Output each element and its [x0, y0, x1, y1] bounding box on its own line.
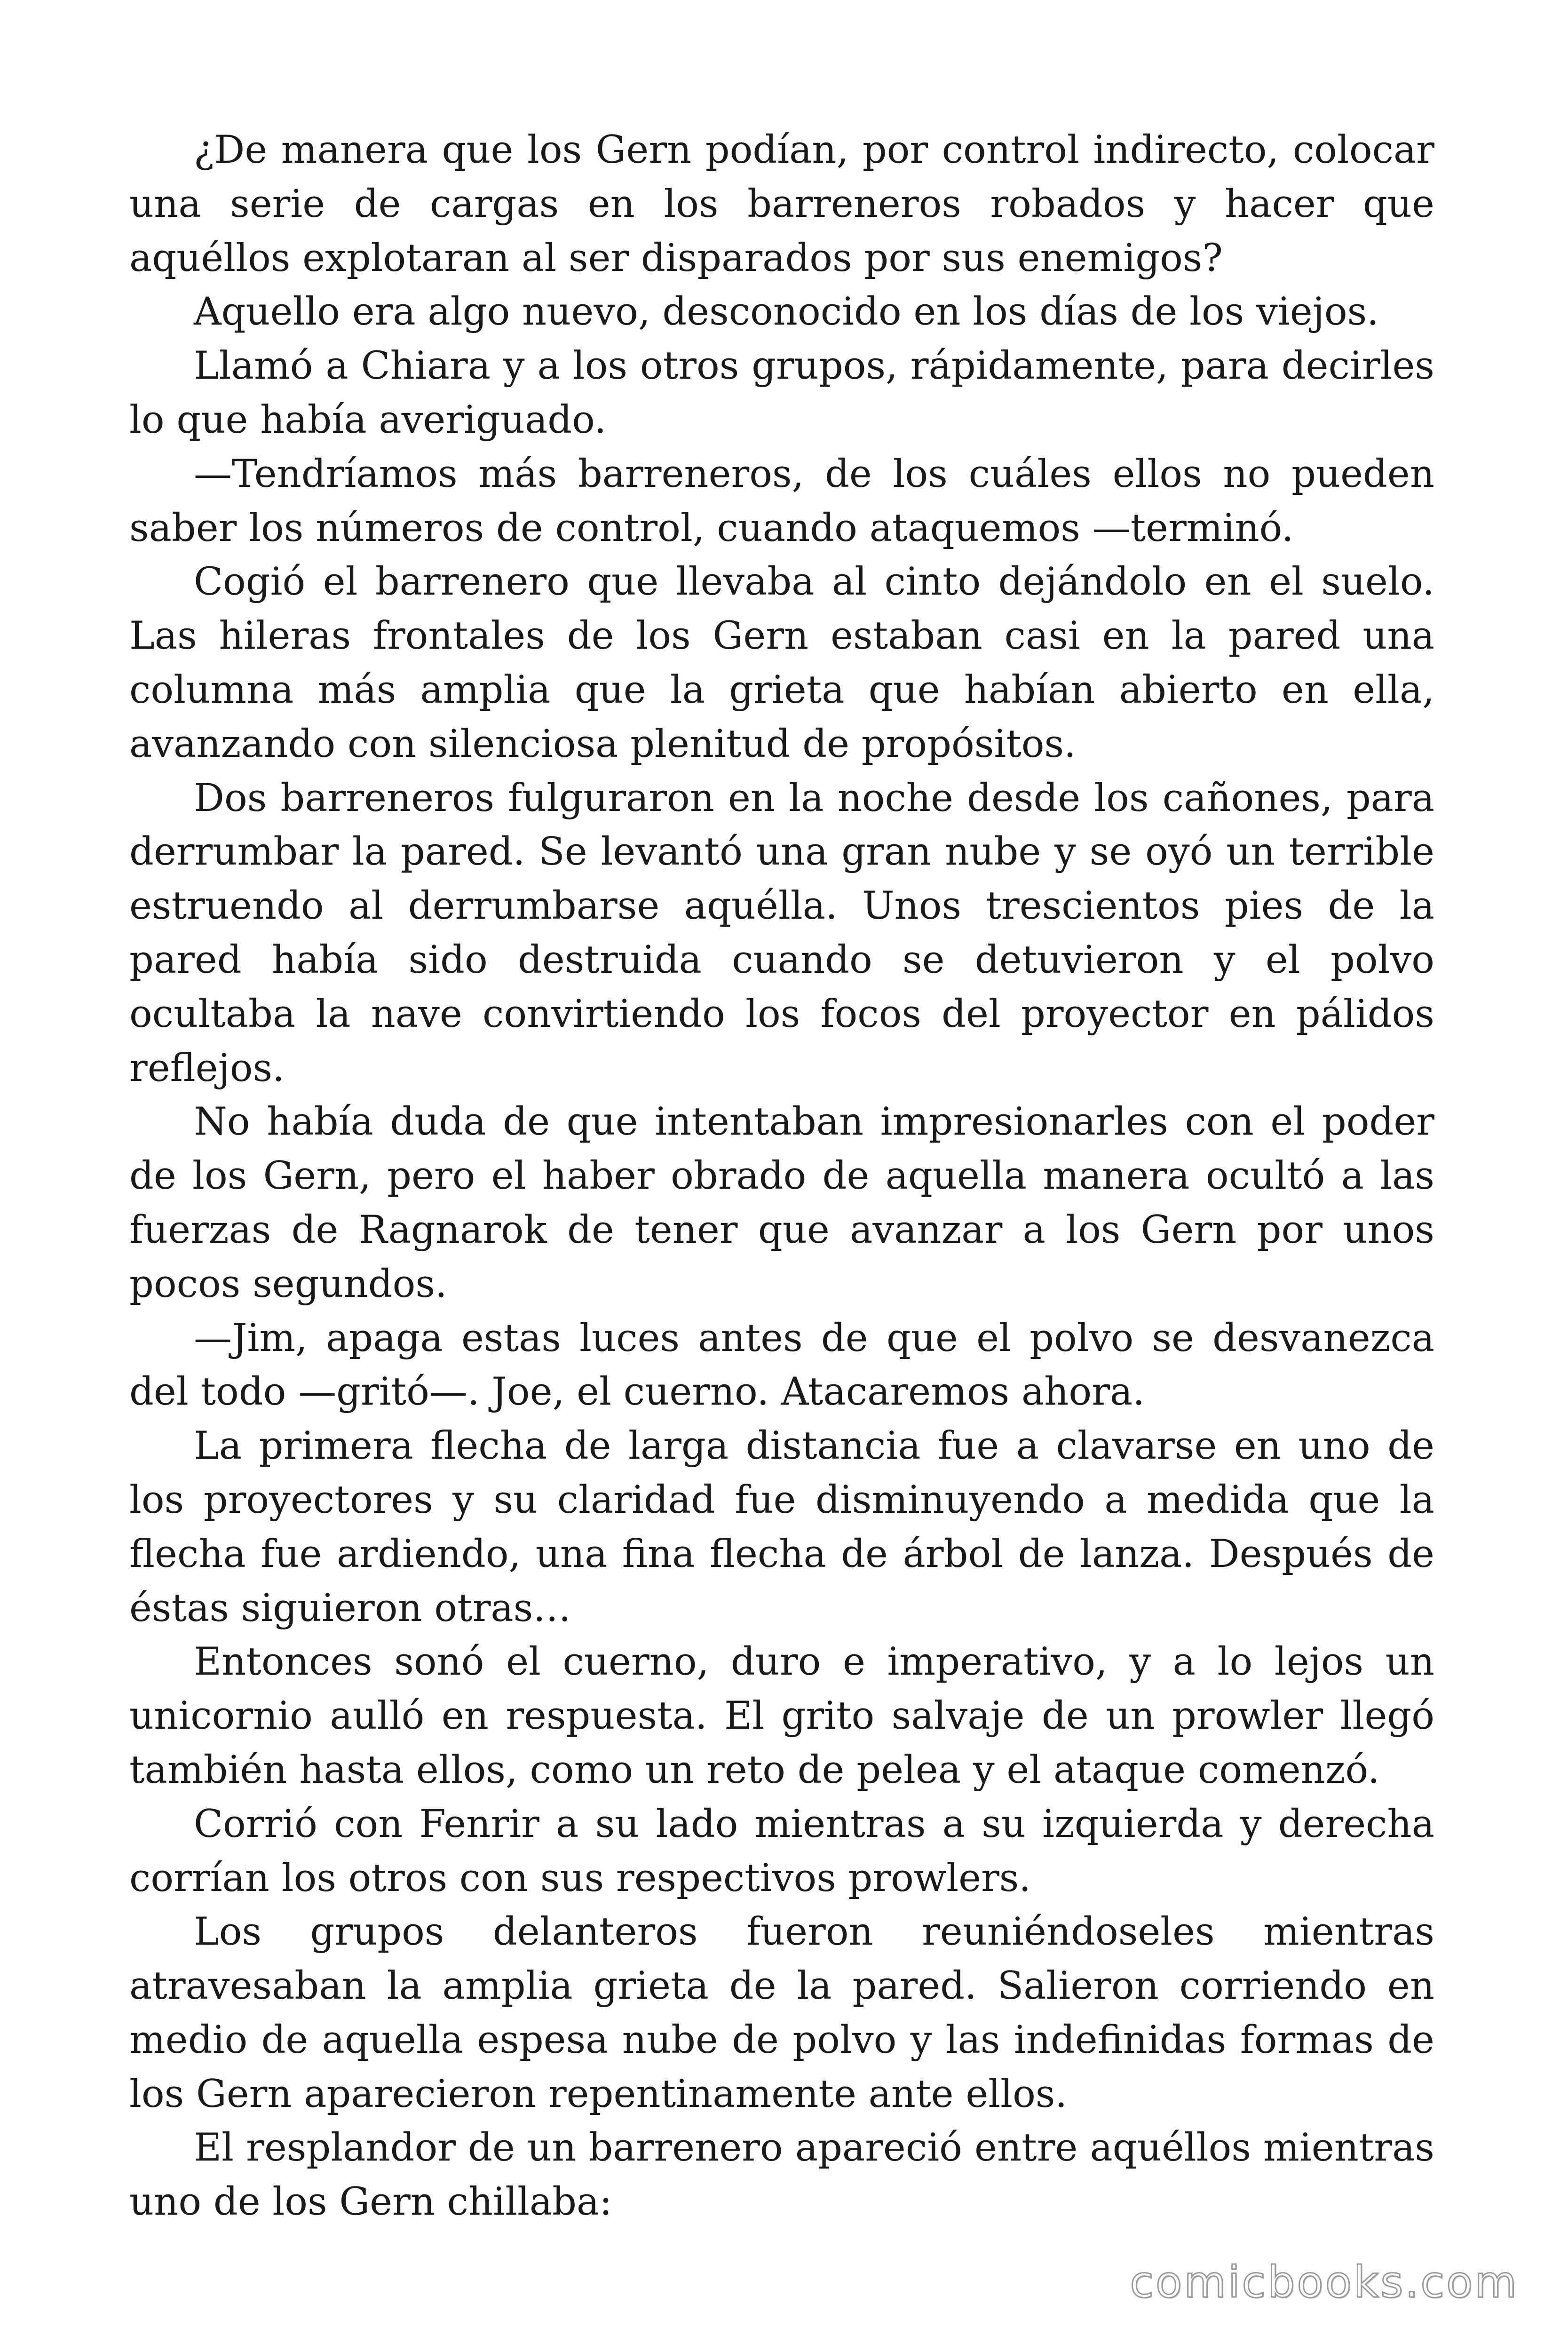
paragraph: —Jim, apaga estas luces antes de que el polvo se desvanezca del todo —gritó—. Joe, el cuerno. Atacaremos ahora. — [129, 1316, 1434, 1414]
paragraph: Los grupos delanteros fueron reuniéndoseles mientras atravesaban la amplia grieta de la pared. Salieron corriendo en medio de aquella espesa nube de polvo y las indefinidas formas de los Gern aparecieron repentinamente ante ellos. — [129, 1910, 1434, 2116]
paragraph: El resplandor de un barrenero apareció entre aquéllos mientras uno de los Gern chillaba: — [129, 2126, 1434, 2225]
paragraph: Cogió el barrenero que llevaba al cinto dejándolo en el suelo. Las hileras frontales de los Gern estaban casi en la pared una columna más amplia que la grieta que habían abierto en ella, avanzando con silenciosa plenitud de propósitos. — [129, 560, 1434, 766]
body-text — [129, 123, 1434, 2229]
paragraph: La primera flecha de larga distancia fue a clavarse en uno de los proyectores y su claridad fue disminuyendo a medida que la flecha fue ardiendo, una fina flecha de árbol de lanza. Después de éstas siguieron otras… — [129, 1424, 1434, 1630]
paragraph: No había duda de que intentaban impresionarles con el poder de los Gern, pero el haber obrado de aquella manera ocultó a las fuerzas de Ragnarok de tener que avanzar a los Gern por unos pocos segundos. — [129, 1100, 1434, 1306]
paragraph: ¿De manera que los Gern podían, por control indirecto, colocar una serie de cargas en los barreneros robados y hacer que aquéllos explotaran al ser disparados por sus enemigos? — [129, 128, 1434, 280]
paragraph: Entonces sonó el cuerno, duro e imperativo, y a lo lejos un unicornio aulló en respuesta. El grito salvaje de un prowler llegó también hasta ellos, como un reto de pelea y el ataque comenzó. — [129, 1640, 1434, 1792]
paragraph: —Tendríamos más barreneros, de los cuáles ellos no pueden saber los números de control, cuando ataquemos —terminó. — [129, 452, 1434, 550]
watermark: comicbooks.com — [1130, 2257, 1519, 2307]
paragraph: Dos barreneros fulguraron en la noche desde los cañones, para derrumbar la pared. Se levantó una gran nube y se oyó un terrible estruendo al derrumbarse aquélla. Unos trescientos pies de la pared había sido destruida cuando se detuvieron y el polvo ocultaba la nave convirtiendo los focos del proyector en pálidos reflejos. — [129, 776, 1434, 1090]
paragraph: Aquello era algo nuevo, desconocido en los días de los viejos. — [194, 290, 1379, 334]
paragraph: Corrió con Fenrir a su lado mientras a su izquierda y derecha corrían los otros con sus respectivos prowlers. — [129, 1802, 1434, 1900]
paragraph: Llamó a Chiara y a los otros grupos, rápidamente, para decirles lo que había averiguado. — [129, 344, 1434, 442]
